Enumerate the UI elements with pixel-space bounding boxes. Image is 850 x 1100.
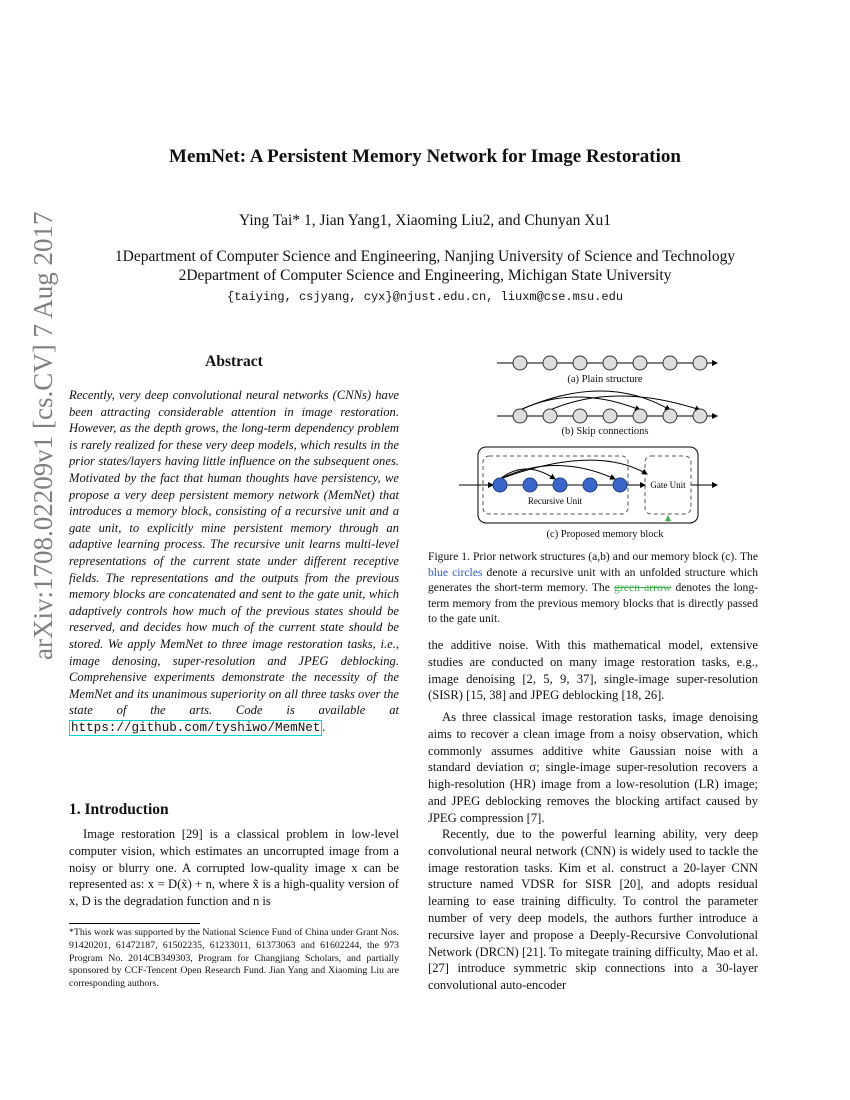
code-link[interactable]: https://github.com/tyshiwo/MemNet [71,720,321,735]
paper-title: MemNet: A Persistent Memory Network for Image Restoration [169,146,681,167]
figure-1-caption [428,549,758,627]
caption-end: denotes the long-term memory from the previous memory blocks that is directly passed to the gate unit. [428,581,759,626]
abstract-body [69,387,399,736]
affiliation-1: 1Department of Computer Science and Engineering, Nanjing University of Science and Technology [114,248,736,265]
plain-structure [497,356,717,370]
figure-label-a: (a) Plain structure [567,374,643,385]
affiliation-2: 2Department of Computer Science and Engineering, Michigan State University [178,267,672,284]
footnote-rule [69,923,200,924]
figure-label-b: (b) Skip connections [561,426,649,437]
figure-label-c: (c) Proposed memory block [546,529,664,540]
memory-block [459,447,717,523]
footnote: *This work was supported by the National Science Fund of China under Grant Nos. 91420201, 61472187, 61502235, 61233011, 61373063 and 61602244, the 973 Program No. 2014CB349303, Program for Changjiang Scholars, and partially sponsored by CCF-Tencent Open Research Fund. Jian Yang and Xiaoming Liu are corresponding authors. [69,927,399,990]
col2-paragraph-3: Recently, due to the powerful learning ability, very deep convolutional neural network (CNN) is widely used to tackle the image restoration tasks. Kim et al. construct a 20-layer CNN structure named VDSR for SISR [20], and adopts residual learning to ease training difficulty. To control the parameter number of very deep models, the authors further introduce a recursive layer and propose a Deeply-Recursive Convolutional Network (DRCN) [21]. To mitegate training difficulty, Mao et al. [27] introduce symmetric skip connections into a 30-layer convolutional auto-encoder [428,827,758,993]
recursive-unit-label: Recursive Unit [527,496,583,506]
skip-structure [497,391,717,423]
author-emails: {taiying, csjyang, cyx}@njust.edu.cn, liuxm@cse.msu.edu [226,290,624,304]
abstract-heading: Abstract [205,353,263,370]
intro-paragraph: Image restoration [29] is a classical problem in low-level computer vision, which estimates an uncorrupted image from a noisy or blurry one. A corrupted low-quality image x can be represented as: x = D(x̃) + n, where x̃ is a high-quality version of x, D is the degradation function and n is [69,827,399,909]
caption-start: Figure 1. Prior network structures (a,b) and our memory block (c). The [428,550,758,563]
abstract-text: Recently, very deep convolutional neural networks (CNNs) have been attracting considerable attention in image restoration. However, as the depth grows, the long-term dependency problem is rarely realized for these very deep models, which results in the prior states/layers having little influence on the subsequent ones. Motivated by the fact that human thoughts have persistency, we propose a very deep persistent memory network (MemNet) that introduces a memory block, consisting of a recursive unit and a gate unit, to explicitly mine persistent memory through an adaptive learning process. The recursive unit learns multi-level representations of the current state under different receptive fields. The representations and the outputs from the previous memory blocks are concatenated and sent to the gate unit, which adaptively controls how much of the previous states should be reserved, and decides how much of the current state should be stored. We apply MemNet to three image restoration tasks, i.e., image denosing, super-resolution and JPEG deblocking. Comprehensive experiments demonstrate the necessity of the MemNet and its unanimous superiority on all three tasks over the state of the arts. Code is available at [69,388,399,718]
gate-unit-label: Gate Unit [650,480,686,490]
caption-mid: denote a recursive unit with an unfolded structure which generates the short-term memory. The [428,565,758,595]
author-list: Ying Tai* 1, Jian Yang1, Xiaoming Liu2, and Chunyan Xu1 [239,212,611,229]
col2-paragraph-2: As three classical image restoration tasks, image denoising aims to recover a clean image from a noisy observation, which commonly assumes additive white Gaussian noise with a standard deviation σ; single-image super-resolution recovers a high-resolution (HR) image from a low-resolution (LR) image; and JPEG deblocking removes the blocking artifact caused by JPEG compression [7]. [428,710,758,825]
arxiv-identifier: arXiv:1708.02209v1 [cs.CV] 7 Aug 2017 [28,211,58,660]
caption-green-arrow: green arrow [614,581,672,595]
section-heading-introduction: 1. Introduction [69,801,169,818]
abstract-end: . [322,719,326,734]
figure-1 [455,344,755,544]
caption-blue-circles: blue circles [428,565,483,579]
col2-paragraph-1: the additive noise. With this mathematical model, extensive studies are conducted on many image restoration tasks, e.g., image denoising [2, 5, 9, 37], single-image super-resolution (SISR) [15, 38] and JPEG deblocking [18, 26]. [428,638,758,703]
